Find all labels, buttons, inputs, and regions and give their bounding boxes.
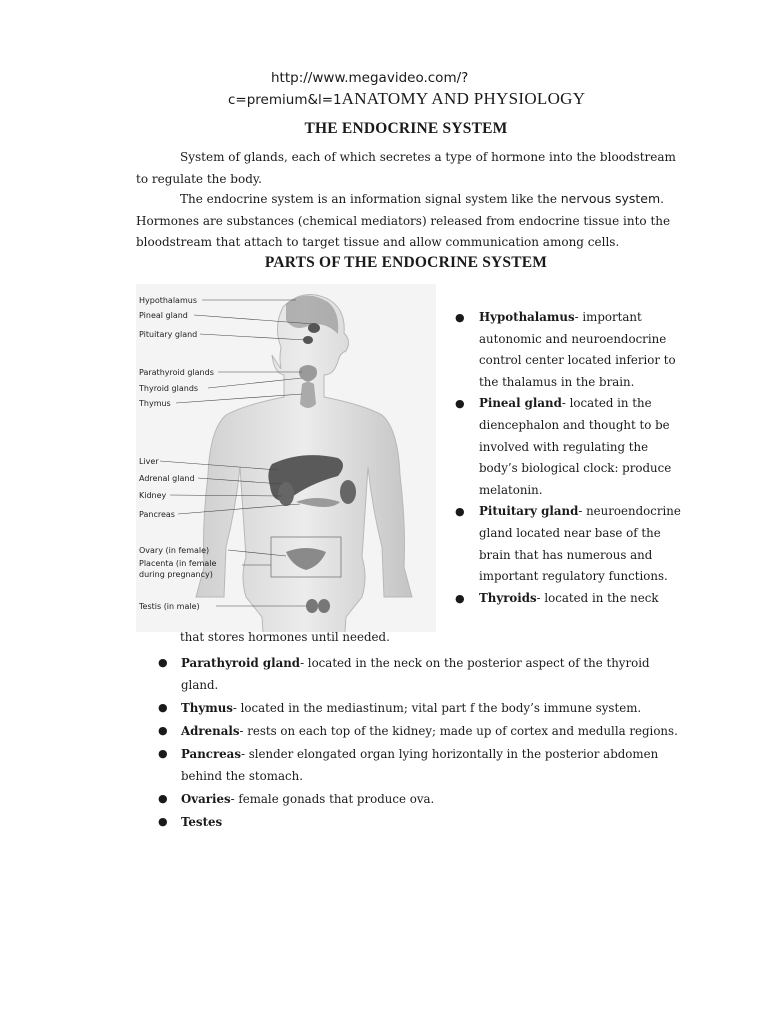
term: Adrenals: [181, 724, 240, 738]
term: Testes: [181, 815, 223, 829]
description: - slender elongated organ lying horizontally in the posterior abdomen behind the stomach.: [181, 747, 659, 783]
term: Thymus: [181, 701, 233, 715]
bullet-icon: ●: [158, 656, 168, 669]
url-line-1: http://www.megavideo.com/?: [271, 70, 469, 86]
term: Ovaries: [181, 792, 231, 806]
term: Parathyroid gland: [181, 656, 301, 670]
list-item: [158, 788, 678, 810]
bullet-icon: ●: [455, 311, 465, 324]
intro-p2-text-b: nervous system: [560, 191, 661, 206]
label-parathyroid: Parathyroid glands: [139, 368, 214, 377]
description: - located in the diencephalon and thought to be involved with regulating the body’s biological clock: produce melatonin.: [479, 396, 672, 497]
intro-paragraph-2: [136, 188, 676, 254]
intro-p2-text-c: . Hormones are substances (chemical mediators) released from endocrine tissue into the bloodstream that attach to target tissue and allow communication among cells.: [136, 192, 671, 249]
description: - important autonomic and neuroendocrine control center located inferior to the thalamus in the brain.: [479, 310, 676, 389]
bullet-icon: ●: [455, 505, 465, 519]
list-item: [158, 697, 678, 719]
list-item: [158, 811, 678, 833]
thyroid-continuation: that stores hormones until needed.: [180, 630, 390, 644]
description: - located in the mediastinum; vital part f the body’s immune system.: [232, 701, 642, 715]
list-item: [455, 588, 685, 610]
endocrine-figure-svg: [136, 284, 436, 632]
header-line: [228, 89, 585, 109]
label-ovary: Ovary (in female): [139, 546, 210, 555]
endocrine-diagram: [136, 284, 436, 632]
label-hypothalamus: Hypothalamus: [139, 296, 197, 305]
bullet-icon: ●: [158, 792, 168, 805]
term: Pineal gland: [479, 396, 562, 411]
bullet-icon: ●: [158, 724, 168, 737]
term: Thyroids: [479, 590, 537, 605]
intro-p2-text-a: The endocrine system is an information signal system like the: [180, 192, 561, 206]
bullet-icon: ●: [158, 815, 168, 828]
list-item: [158, 743, 678, 787]
list-item: [455, 307, 685, 393]
pineal-shape: [308, 323, 320, 333]
list-item: [158, 720, 678, 742]
bullet-icon: ●: [455, 397, 465, 411]
document-title: ANATOMY AND PHYSIOLOGY: [341, 89, 586, 108]
list-item: [158, 652, 678, 696]
term: Pituitary gland: [479, 504, 579, 519]
label-pineal: Pineal gland: [139, 311, 188, 320]
label-liver: Liver: [139, 457, 159, 466]
description: - located in the neck: [536, 590, 659, 605]
label-pancreas: Pancreas: [139, 510, 175, 519]
thymus-shape: [300, 382, 316, 408]
bullet-icon: ●: [158, 701, 168, 714]
url-line-2: c=premium&l=1: [228, 92, 342, 108]
label-testis: Testis (in male): [139, 602, 200, 611]
intro-paragraph-1: [136, 147, 676, 190]
list-item: [455, 501, 685, 587]
label-placenta-2: during pregnancy): [139, 570, 213, 579]
section-title: PARTS OF THE ENDOCRINE SYSTEM: [264, 254, 548, 271]
right-testis-shape: [318, 599, 330, 613]
subtitle: THE ENDOCRINE SYSTEM: [304, 120, 508, 137]
term: Hypothalamus: [479, 310, 575, 324]
left-testis-shape: [306, 599, 318, 613]
left-kidney-shape: [278, 482, 294, 506]
list-item: [455, 393, 685, 501]
right-gland-list: [455, 307, 685, 609]
right-kidney-shape: [340, 480, 356, 504]
label-kidney: Kidney: [139, 491, 167, 500]
description: - rests on each top of the kidney; made up of cortex and medulla regions.: [239, 724, 678, 738]
intro-p1-text: System of glands, each of which secretes a type of hormone into the bloodstream to regulate the body.: [136, 150, 676, 186]
bullet-icon: ●: [455, 591, 465, 605]
description: - located in the neck on the posterior aspect of the thyroid gland.: [181, 656, 650, 692]
description: - female gonads that produce ova.: [230, 792, 435, 806]
label-pituitary: Pituitary gland: [139, 330, 198, 339]
bullet-icon: ●: [158, 747, 168, 760]
bottom-gland-list: [158, 652, 678, 834]
label-thymus: Thymus: [139, 399, 171, 408]
label-thyroid: Thyroid glands: [139, 384, 199, 393]
label-adrenal: Adrenal gland: [139, 474, 195, 483]
term: Pancreas: [181, 747, 241, 761]
description: - neuroendocrine gland located near base of the brain that has numerous and important regulatory functions.: [479, 504, 681, 584]
label-placenta-1: Placenta (in female: [139, 559, 217, 568]
